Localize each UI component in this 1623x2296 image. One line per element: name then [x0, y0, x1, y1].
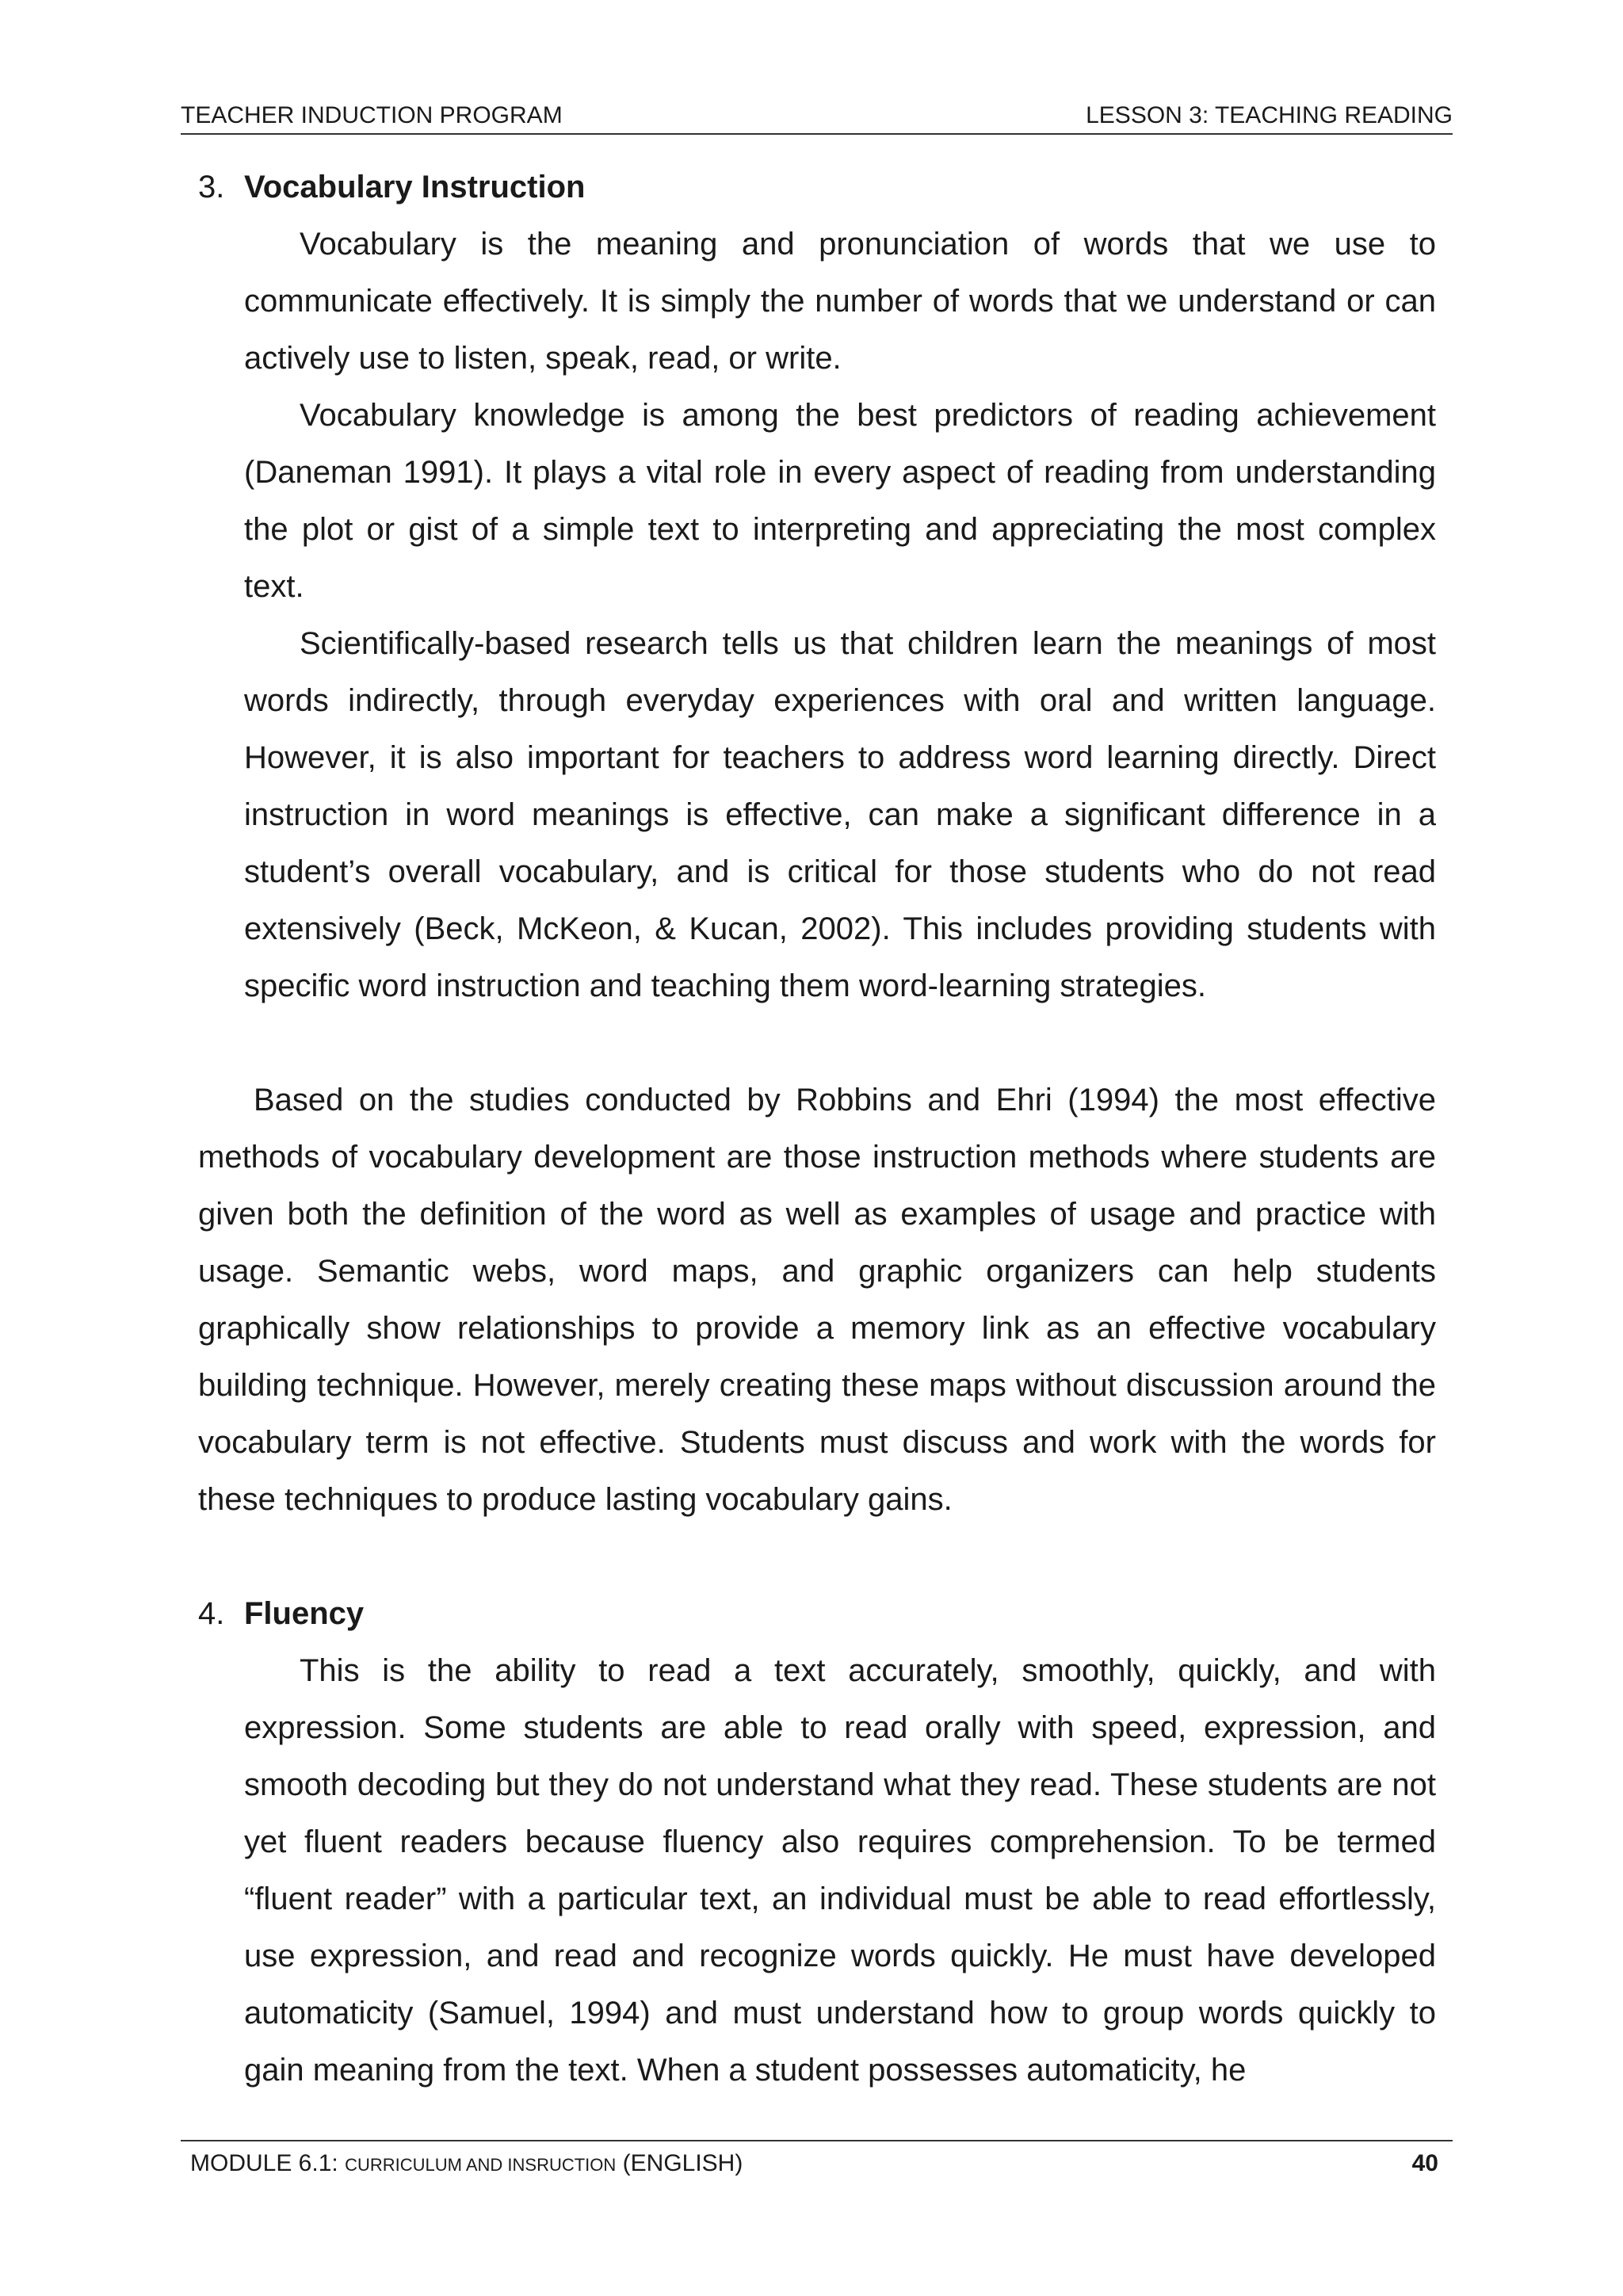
section-3-body [198, 216, 1436, 1014]
section-3-title: Vocabulary Instruction [244, 170, 586, 204]
section-4-paragraph: This is the ability to read a text accurately, smoothly, quickly, and with expression. Some students are able to read orally with speed, expression, and smooth decoding but they do not understand what they read. These students are not yet fluent readers because fluency also requires comprehension. To be termed “fluent reader” with a particular text, an individual must be able to read effortlessly, use expression, and read and recognize words quickly. He must have developed automaticity (Samuel, 1994) and must understand how to group words quickly to gain meaning from the text. When a student possesses automaticity, he [244, 1653, 1436, 2088]
section-3-paragraph: Vocabulary is the meaning and pronunciation of words that we use to communicate effectively. It is simply the number of words that we understand or can actively use to listen, speak, read, or write. [244, 227, 1436, 376]
header-lesson-title: LESSON 3: TEACHING READING [1086, 102, 1453, 128]
vocabulary-methods-paragraph: Based on the studies conducted by Robbins and Ehri (1994) the most effective methods of vocabulary development are those instruction methods where students are given both the definition of the word as well as examples of usage and practice with usage. Semantic webs, word maps, and graphic organizers can help students graphically show relationships to provide a memory link as an effective vocabulary building technique. However, merely creating these maps without discussion around the vocabulary term is not effective. Students must discuss and work with the words for these techniques to produce lasting vocabulary gains. [198, 1083, 1436, 1517]
page-footer [181, 2140, 1453, 2176]
footer-module-prefix: MODULE 6.1: [190, 2150, 346, 2176]
section-4-number: 4. [198, 1596, 225, 1631]
section-3-heading [198, 159, 1436, 216]
section-3-paragraph: Scientifically-based research tells us that children learn the meanings of most words indirectly, through everyday experiences with oral and written language. However, it is also important for teachers to address word learning directly. Direct instruction in word meanings is effective, can make a significant difference in a student’s overall vocabulary, and is critical for those students who do not read extensively (Beck, McKeon, & Kucan, 2002). This includes providing students with specific word instruction and teaching them word-learning strategies. [244, 626, 1436, 1003]
page-content [198, 159, 1436, 2099]
page-header [181, 97, 1453, 135]
section-3-paragraph: Vocabulary knowledge is among the best predictors of reading achievement (Daneman 1991). It plays a vital role in every aspect of reading from understanding the plot or gist of a simple text to interpreting and appreciating the most complex text. [244, 398, 1436, 604]
footer-module-title [190, 2148, 743, 2181]
footer-module-suffix: (ENGLISH) [616, 2150, 743, 2176]
section-4-heading [198, 1585, 1436, 1642]
section-4-title: Fluency [244, 1596, 365, 1631]
footer-module-name: CURRICULUM AND INSRUCTION [345, 2155, 617, 2175]
section-3-number: 3. [198, 170, 225, 204]
header-program-title: TEACHER INDUCTION PROGRAM [181, 102, 563, 128]
page-number: 40 [1411, 2150, 1438, 2176]
spacer [198, 1528, 1436, 1585]
spacer [198, 1014, 1436, 1072]
section-4-body [198, 1642, 1436, 2099]
